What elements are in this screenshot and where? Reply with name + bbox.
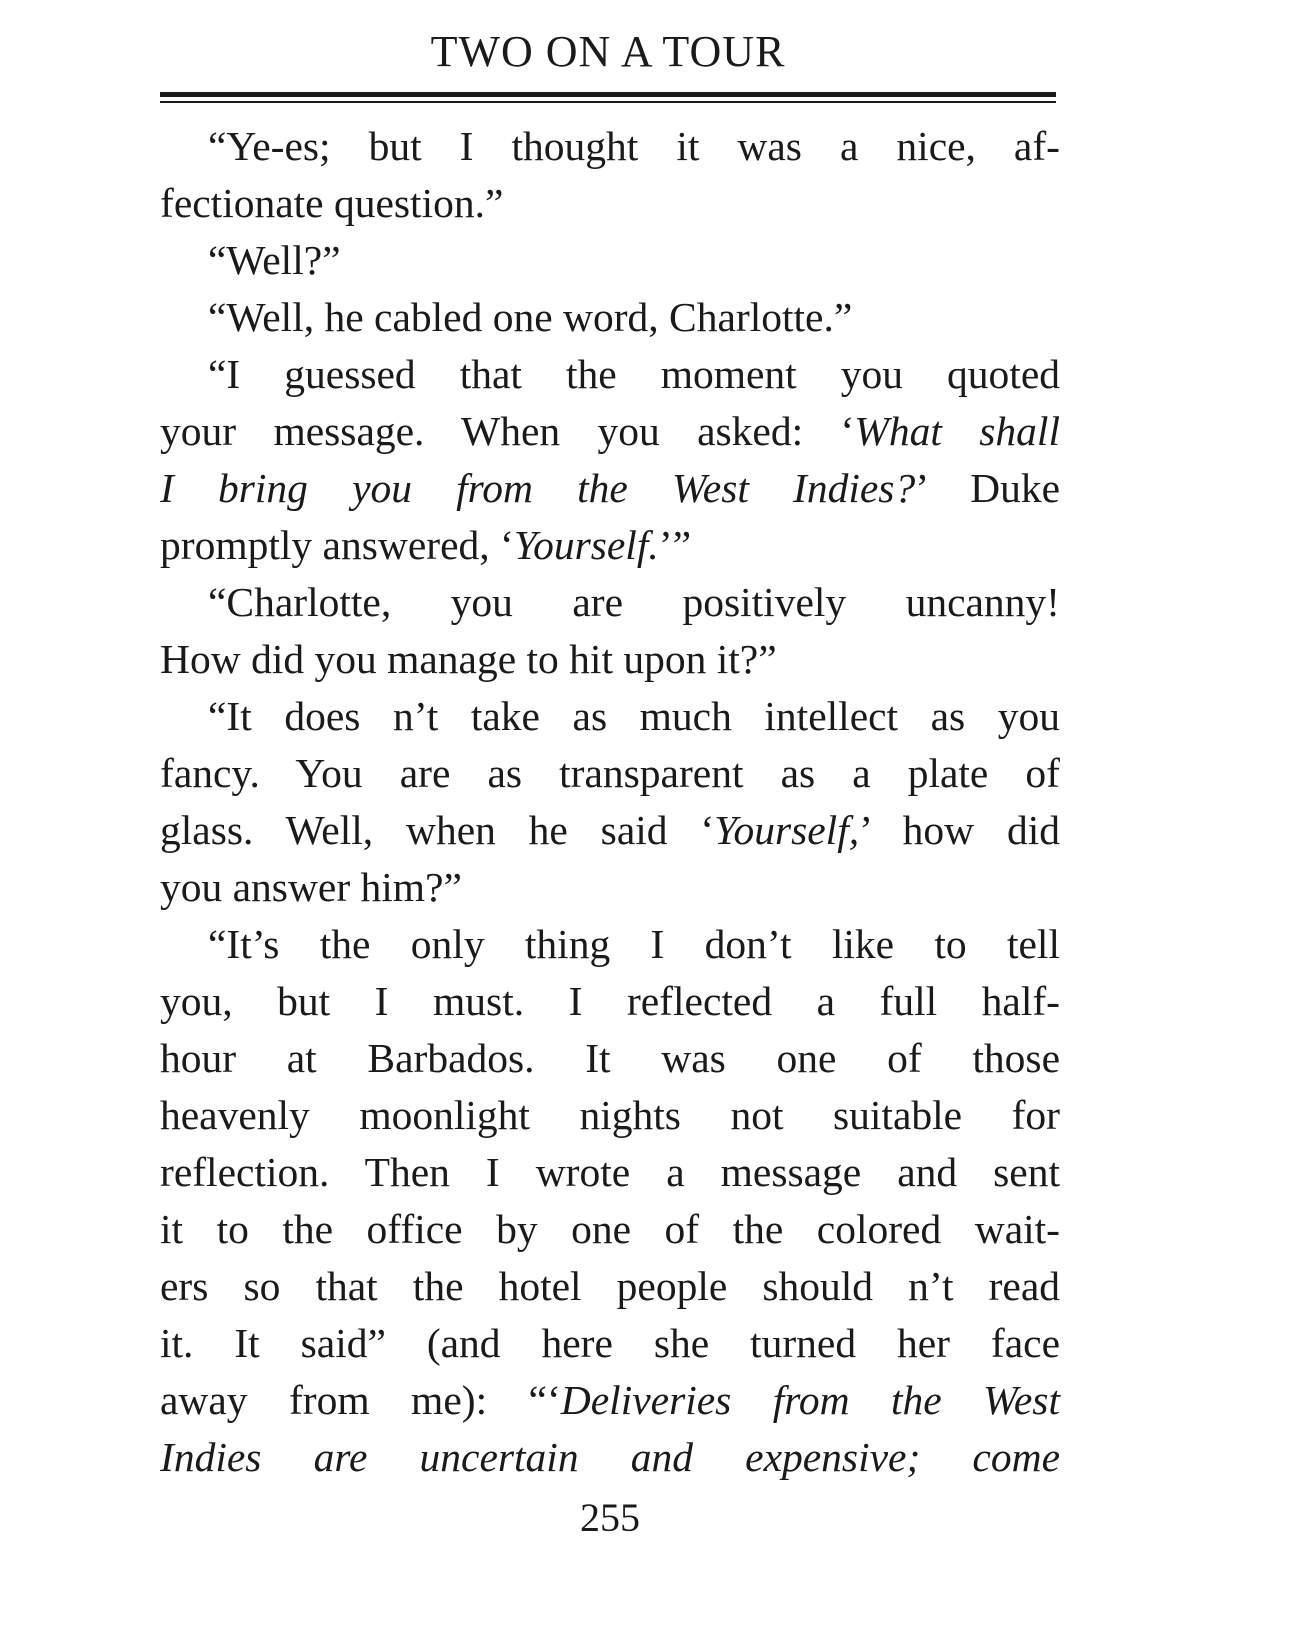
italic-span: I bring you from the West Indies? xyxy=(160,465,916,511)
italic-span: Deliveries from the West xyxy=(560,1377,1060,1423)
text-line xyxy=(160,460,1060,517)
text-span: ’ how did xyxy=(859,807,1060,853)
text-span: away from me): “‘ xyxy=(160,1377,561,1423)
text-line: “Well?” xyxy=(208,237,341,283)
text-line: fancy. You are as transparent as a plate of xyxy=(160,750,1060,796)
text-line: it to the office by one of the colored wait- xyxy=(160,1206,1060,1252)
text-line xyxy=(160,1429,1060,1486)
header-rule-thick xyxy=(160,92,1056,97)
text-line xyxy=(160,1372,1060,1429)
text-line: it. It said” (and here she turned her face xyxy=(160,1320,1060,1366)
text-line: “I guessed that the moment you quoted xyxy=(208,351,1060,397)
italic-span: Yourself, xyxy=(714,807,860,853)
text-line: fectionate question.” xyxy=(160,180,504,226)
text-span: promptly answered, ‘ xyxy=(160,522,514,568)
text-line xyxy=(160,802,1060,859)
running-head: TWO ON A TOUR xyxy=(430,27,786,76)
text-line xyxy=(160,517,1060,574)
text-span: ’ Duke xyxy=(915,465,1060,511)
italic-span: Indies are uncertain and expensive; come xyxy=(160,1434,1060,1480)
text-span: glass. Well, when he said ‘ xyxy=(160,807,715,853)
text-body xyxy=(160,118,1060,1486)
text-line: “Well, he cabled one word, Charlotte.” xyxy=(208,294,853,340)
text-line: “Charlotte, you are positively uncanny! xyxy=(208,579,1060,625)
italic-span: What shall xyxy=(854,408,1060,454)
page-number: 255 xyxy=(580,1495,640,1540)
italic-span: Yourself. xyxy=(513,522,659,568)
text-line: you answer him?” xyxy=(160,864,462,910)
text-line: you, but I must. I reflected a full half- xyxy=(160,978,1060,1024)
text-line: reflection. Then I wrote a message and sent xyxy=(160,1149,1060,1195)
text-line: How did you manage to hit upon it?” xyxy=(160,636,777,682)
text-line: “Ye-es; but I thought it was a nice, af- xyxy=(208,123,1060,169)
text-span: ’” xyxy=(658,522,691,568)
text-line xyxy=(160,403,1060,460)
text-span: your message. When you asked: ‘ xyxy=(160,408,855,454)
text-line: “It’s the only thing I don’t like to tell xyxy=(208,921,1060,967)
text-line: ers so that the hotel people should n’t read xyxy=(160,1263,1060,1309)
text-line: “It does n’t take as much intellect as you xyxy=(208,693,1060,739)
header-rule-thin xyxy=(160,101,1056,103)
text-line: hour at Barbados. It was one of those xyxy=(160,1035,1060,1081)
text-line: heavenly moonlight nights not suitable for xyxy=(160,1092,1060,1138)
